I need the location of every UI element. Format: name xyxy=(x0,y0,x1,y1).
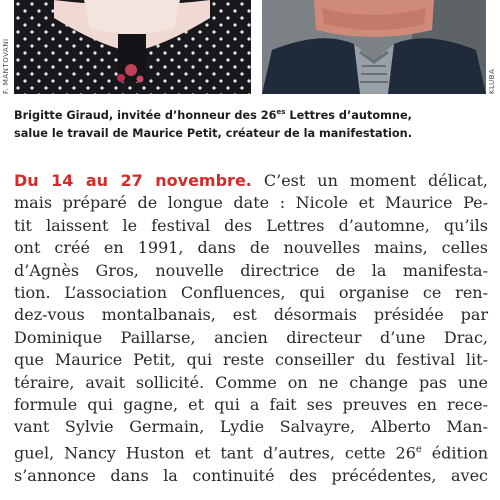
article-line: dez-vous montalbanais, est désormais présidée par xyxy=(14,305,488,325)
dates-highlight: Du 14 au 27 novembre. xyxy=(14,171,252,190)
article-line: d’Agnès Gros, nouvelle directrice de la manifesta- xyxy=(14,260,488,280)
article-line: formule qui gagne, et qui a fait ses preuves en rece- xyxy=(14,395,488,415)
article-line: tit laissent le festival des Lettres d’automne, qu’ils xyxy=(14,215,488,235)
photo-credit-left: F. MANTOVANI xyxy=(2,38,10,94)
photo-credit-right: KLUBA xyxy=(488,68,496,94)
article-line: ont créé en 1991, dans de nouvelles mains, celles xyxy=(14,238,488,258)
article-line: vant Sylvie Germain, Lydie Salvayre, Alberto Man- xyxy=(14,417,488,437)
article-line: Dominique Paillarse, ancien directeur d’une Drac, xyxy=(14,327,488,347)
article-line: que Maurice Petit, qui reste conseiller du festival lit- xyxy=(14,350,488,370)
article-body xyxy=(14,170,488,487)
photo-strip xyxy=(0,0,500,96)
article-line: guel, Nancy Huston et tant d’autres, cette 26e édition xyxy=(14,443,488,463)
caption-line-1: Brigitte Giraud, invitée d’honneur des $26^{es}$ Lettres d’automne, xyxy=(14,108,412,122)
article-line: tion. L’association Confluences, qui organise ce ren- xyxy=(14,283,488,303)
caption-line-2: salue le travail de Maurice Petit, créateur de la manifestation. xyxy=(14,126,413,140)
page-bottom-crop xyxy=(0,489,500,500)
photo-brigitte-giraud xyxy=(14,0,251,94)
article-line: Du 14 au 27 novembre. C’est un moment délicat, xyxy=(14,171,488,190)
article-line: mais préparé de longue date : Nicole et Maurice Pe- xyxy=(14,193,488,213)
photo-maurice-petit xyxy=(262,0,486,94)
article-line: téraire, avait sollicité. Comme on ne change pas une xyxy=(14,372,488,392)
portrait-woman-image xyxy=(14,0,251,94)
portrait-man-image xyxy=(262,0,486,94)
photo-caption xyxy=(14,103,490,143)
article-line-cut: s’annonce dans la continuité des précédentes, avec xyxy=(14,465,488,485)
